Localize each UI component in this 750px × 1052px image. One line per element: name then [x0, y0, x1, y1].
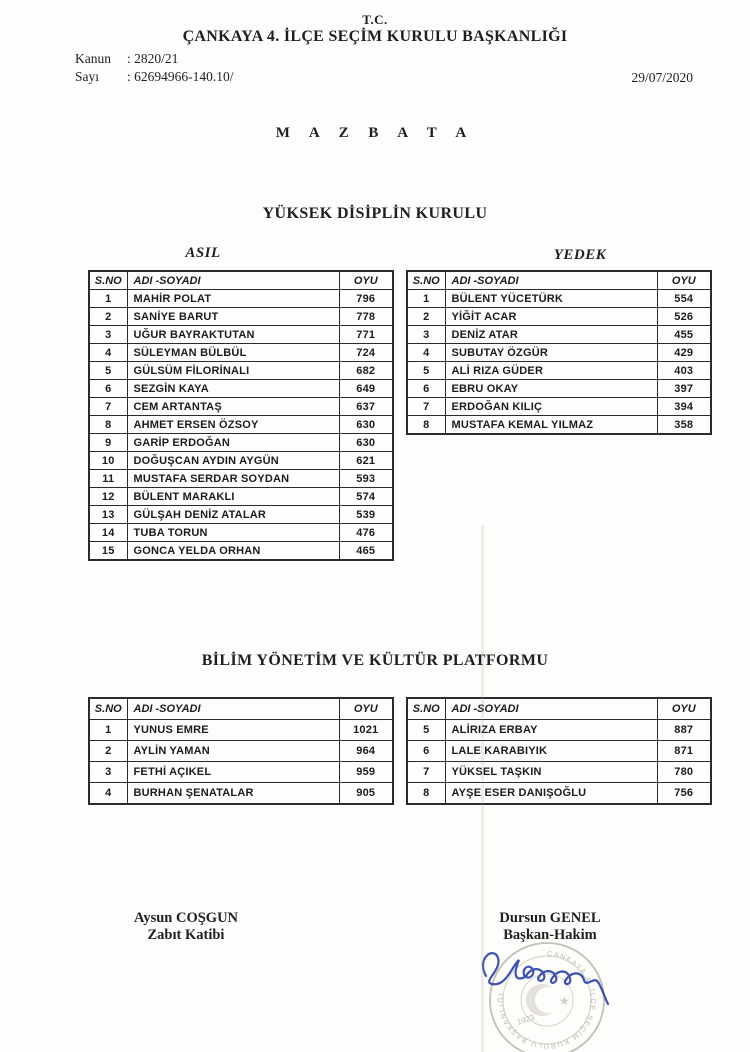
column-header: ADI -SOYADI — [127, 271, 339, 290]
column-header: S.NO — [89, 271, 127, 290]
name-cell: MAHİR POLAT — [127, 290, 339, 308]
table-row — [89, 506, 393, 524]
column-header: S.NO — [89, 698, 127, 720]
name-cell: CEM ARTANTAŞ — [127, 398, 339, 416]
table-row — [407, 783, 711, 805]
rank-cell: 2 — [407, 308, 445, 326]
number-value: : 62694966-140.10/ — [127, 69, 234, 84]
votes-cell: 465 — [339, 542, 393, 561]
votes-cell: 554 — [657, 290, 711, 308]
votes-cell: 778 — [339, 308, 393, 326]
name-cell: DENİZ ATAR — [445, 326, 657, 344]
table-row — [89, 524, 393, 542]
rank-cell: 7 — [407, 762, 445, 783]
header-office-title: ÇANKAYA 4. İLÇE SEÇİM KURULU BAŞKANLIĞI — [182, 28, 568, 45]
name-cell: BÜLENT MARAKLI — [127, 488, 339, 506]
rank-cell: 3 — [89, 326, 127, 344]
table-row — [407, 398, 711, 416]
name-cell: TUBA TORUN — [127, 524, 339, 542]
votes-cell: 621 — [339, 452, 393, 470]
votes-cell: 455 — [657, 326, 711, 344]
star-icon: ★ — [559, 994, 570, 1008]
platform-table-left-wrap — [88, 697, 394, 805]
rank-cell: 14 — [89, 524, 127, 542]
votes-cell: 539 — [339, 506, 393, 524]
table-row — [89, 398, 393, 416]
table-row — [407, 344, 711, 362]
votes-cell: 630 — [339, 434, 393, 452]
name-cell: MUSTAFA KEMAL YILMAZ — [445, 416, 657, 435]
table-row — [89, 416, 393, 434]
rank-cell: 8 — [89, 416, 127, 434]
platform-table-right — [406, 697, 712, 805]
table-row — [407, 290, 711, 308]
table-row — [89, 380, 393, 398]
name-cell: YİĞİT ACAR — [445, 308, 657, 326]
asil-table — [88, 270, 394, 561]
table-row — [89, 290, 393, 308]
rank-cell: 13 — [89, 506, 127, 524]
votes-cell: 682 — [339, 362, 393, 380]
name-cell: SUBUTAY ÖZGÜR — [445, 344, 657, 362]
name-cell: ERDOĞAN KILIÇ — [445, 398, 657, 416]
votes-cell: 574 — [339, 488, 393, 506]
rank-cell: 11 — [89, 470, 127, 488]
crescent-cutout — [535, 987, 561, 1013]
table-row — [89, 470, 393, 488]
signature-block-left — [101, 910, 271, 944]
table-row — [89, 762, 393, 783]
law-value: : 2820/21 — [127, 51, 179, 66]
rank-cell: 9 — [89, 434, 127, 452]
rank-cell: 1 — [407, 290, 445, 308]
table-header-row — [89, 271, 393, 290]
name-cell: BÜLENT YÜCETÜRK — [445, 290, 657, 308]
document-title: M A Z B A T A — [275, 125, 475, 141]
rank-cell: 3 — [407, 326, 445, 344]
yedek-table-wrap — [406, 270, 712, 435]
column-header: ADI -SOYADI — [127, 698, 339, 720]
rank-cell: 7 — [407, 398, 445, 416]
votes-cell: 403 — [657, 362, 711, 380]
signer-name-right: Dursun GENEL — [499, 910, 601, 926]
votes-cell: 397 — [657, 380, 711, 398]
name-cell: AYŞE ESER DANIŞOĞLU — [445, 783, 657, 805]
votes-cell: 429 — [657, 344, 711, 362]
column-header: OYU — [339, 698, 393, 720]
scan-artifact-line — [481, 525, 484, 1052]
number-label: Sayı — [75, 69, 100, 84]
table-row — [89, 741, 393, 762]
asil-caption: ASIL — [185, 245, 221, 261]
votes-cell: 1021 — [339, 720, 393, 741]
table-header-row — [407, 271, 711, 290]
table-row — [407, 416, 711, 435]
votes-cell: 394 — [657, 398, 711, 416]
rank-cell: 2 — [89, 308, 127, 326]
law-label: Kanun — [75, 51, 111, 66]
table-row — [89, 434, 393, 452]
seal-year: 1923 — [515, 1012, 536, 1027]
column-header: OYU — [339, 271, 393, 290]
column-header: OYU — [657, 271, 711, 290]
votes-cell: 358 — [657, 416, 711, 435]
table-row — [407, 762, 711, 783]
name-cell: YUNUS EMRE — [127, 720, 339, 741]
section-2-title: BİLİM YÖNETİM VE KÜLTÜR PLATFORMU — [201, 652, 549, 669]
rank-cell: 4 — [89, 783, 127, 805]
signer-title-right: Başkan-Hakim — [503, 927, 597, 943]
table-row — [407, 326, 711, 344]
name-cell: SÜLEYMAN BÜLBÜL — [127, 344, 339, 362]
rank-cell: 6 — [407, 741, 445, 762]
official-seal — [462, 930, 632, 1052]
name-cell: AHMET ERSEN ÖZSOY — [127, 416, 339, 434]
votes-cell: 771 — [339, 326, 393, 344]
rank-cell: 4 — [89, 344, 127, 362]
name-cell: GONCA YELDA ORHAN — [127, 542, 339, 561]
rank-cell: 6 — [89, 380, 127, 398]
table-row — [407, 741, 711, 762]
header-country: T.C. — [362, 12, 388, 27]
platform-table-left — [88, 697, 394, 805]
votes-cell: 476 — [339, 524, 393, 542]
votes-cell: 871 — [657, 741, 711, 762]
votes-cell: 796 — [339, 290, 393, 308]
platform-table-right-wrap — [406, 697, 712, 805]
column-header: ADI -SOYADI — [445, 271, 657, 290]
table-row — [89, 542, 393, 561]
rank-cell: 8 — [407, 416, 445, 435]
votes-cell: 887 — [657, 720, 711, 741]
votes-cell: 780 — [657, 762, 711, 783]
table-row — [407, 380, 711, 398]
name-cell: AYLİN YAMAN — [127, 741, 339, 762]
signer-title-left: Zabıt Katibi — [147, 927, 225, 943]
name-cell: EBRU OKAY — [445, 380, 657, 398]
yedek-table — [406, 270, 712, 435]
rank-cell: 5 — [407, 362, 445, 380]
name-cell: SANİYE BARUT — [127, 308, 339, 326]
seal-ring-text: ÇANKAYA 4. İLÇE SEÇİM KURULU BAŞKANLIĞI — [497, 950, 597, 1050]
votes-cell: 959 — [339, 762, 393, 783]
name-cell: UĞUR BAYRAKTUTAN — [127, 326, 339, 344]
table-row — [89, 783, 393, 805]
table-row — [89, 488, 393, 506]
asil-table-wrap — [88, 270, 394, 561]
table-row — [89, 326, 393, 344]
rank-cell: 1 — [89, 720, 127, 741]
table-row — [89, 720, 393, 741]
rank-cell: 4 — [407, 344, 445, 362]
rank-cell: 12 — [89, 488, 127, 506]
name-cell: GÜLŞAH DENİZ ATALAR — [127, 506, 339, 524]
law-line — [75, 50, 234, 68]
table-row — [89, 362, 393, 380]
column-header: ADI -SOYADI — [445, 698, 657, 720]
votes-cell: 649 — [339, 380, 393, 398]
votes-cell: 905 — [339, 783, 393, 805]
name-cell: FETHİ AÇIKEL — [127, 762, 339, 783]
section-1-title: YÜKSEK DİSİPLİN KURULU — [262, 205, 488, 222]
name-cell: BURHAN ŞENATALAR — [127, 783, 339, 805]
rank-cell: 5 — [407, 720, 445, 741]
rank-cell: 8 — [407, 783, 445, 805]
table-row — [89, 308, 393, 326]
votes-cell: 964 — [339, 741, 393, 762]
column-header: S.NO — [407, 271, 445, 290]
rank-cell: 2 — [89, 741, 127, 762]
table-row — [407, 720, 711, 741]
name-cell: ALİRIZA ERBAY — [445, 720, 657, 741]
votes-cell: 756 — [657, 783, 711, 805]
number-line — [75, 68, 234, 86]
rank-cell: 5 — [89, 362, 127, 380]
column-header: OYU — [657, 698, 711, 720]
name-cell: GÜLSÜM FİLORİNALI — [127, 362, 339, 380]
votes-cell: 526 — [657, 308, 711, 326]
name-cell: MUSTAFA SERDAR SOYDAN — [127, 470, 339, 488]
votes-cell: 593 — [339, 470, 393, 488]
name-cell: SEZGİN KAYA — [127, 380, 339, 398]
document-date: 29/07/2020 — [631, 70, 693, 85]
votes-cell: 724 — [339, 344, 393, 362]
rank-cell: 7 — [89, 398, 127, 416]
table-row — [407, 362, 711, 380]
name-cell: YÜKSEL TAŞKIN — [445, 762, 657, 783]
table-row — [89, 452, 393, 470]
votes-cell: 637 — [339, 398, 393, 416]
name-cell: LALE KARABIYIK — [445, 741, 657, 762]
header-meta — [75, 50, 234, 86]
votes-cell: 630 — [339, 416, 393, 434]
rank-cell: 6 — [407, 380, 445, 398]
table-header-row — [407, 698, 711, 720]
signer-name-left: Aysun COŞGUN — [133, 910, 239, 926]
name-cell: ALİ RIZA GÜDER — [445, 362, 657, 380]
table-header-row — [89, 698, 393, 720]
rank-cell: 3 — [89, 762, 127, 783]
name-cell: GARİP ERDOĞAN — [127, 434, 339, 452]
rank-cell: 1 — [89, 290, 127, 308]
table-row — [407, 308, 711, 326]
rank-cell: 15 — [89, 542, 127, 561]
column-header: S.NO — [407, 698, 445, 720]
name-cell: DOĞUŞCAN AYDIN AYGÜN — [127, 452, 339, 470]
table-row — [89, 344, 393, 362]
yedek-caption: YEDEK — [553, 247, 607, 263]
rank-cell: 10 — [89, 452, 127, 470]
